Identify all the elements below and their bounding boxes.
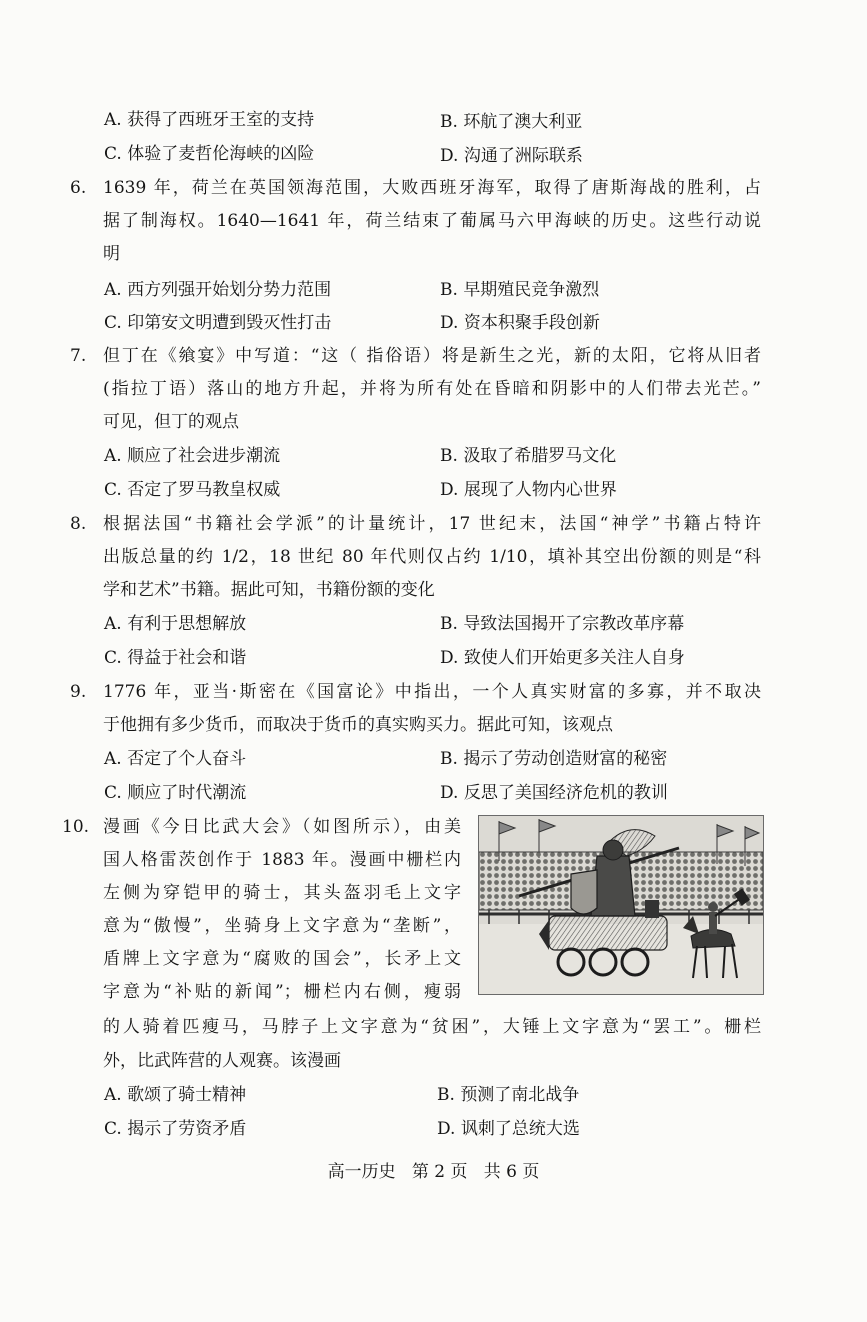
question-stem-line: 1776 年，亚当·斯密在《国富论》中指出，一个人真实财富的多寡，并不取决	[103, 682, 761, 702]
option-c	[104, 311, 331, 335]
prev-option-b	[440, 110, 582, 134]
option-text: 展现了人物内心世界	[463, 480, 617, 500]
option-c	[104, 1117, 246, 1141]
option-text: 有利于思想解放	[127, 614, 247, 634]
question-stem-line: 字意为“补贴的新闻”；栅栏内右侧，瘦弱	[103, 982, 461, 1002]
question-stem-line: 国人格雷茨创作于 1883 年。漫画中栅栏内	[103, 850, 461, 870]
question-stem-line: 1639 年，荷兰在英国领海范围，大败西班牙海军，取得了唐斯海战的胜利，占	[103, 178, 761, 198]
option-letter: B.	[437, 1085, 455, 1105]
option-letter: C.	[104, 648, 122, 668]
option-a	[104, 278, 331, 302]
option-a	[104, 444, 280, 468]
page-footer: 高一历史 第 2 页 共 6 页	[327, 1162, 540, 1182]
question-stem-line: 明	[103, 244, 120, 264]
option-text: 西方列强开始划分势力范围	[127, 280, 332, 300]
option-letter: A.	[104, 446, 122, 466]
option-letter: D.	[440, 146, 459, 166]
option-b	[437, 1083, 579, 1107]
prev-option-d	[440, 144, 583, 168]
question-number: 6.	[70, 178, 87, 198]
option-text: 环航了澳大利亚	[463, 112, 583, 132]
cartoon-drawing	[479, 816, 763, 994]
prev-option-c	[104, 142, 314, 166]
option-letter: D.	[440, 783, 459, 803]
question-stem-line: 根据法国“书籍社会学派”的计量统计，17 世纪末，法国“神学”书籍占特许	[103, 514, 761, 534]
option-d	[440, 478, 617, 502]
option-d	[440, 311, 600, 335]
option-text: 资本积聚手段创新	[463, 313, 600, 333]
option-letter: A.	[104, 614, 122, 634]
option-text: 早期殖民竞争激烈	[463, 280, 600, 300]
option-letter: C.	[104, 783, 122, 803]
option-text: 得益于社会和谐	[127, 648, 247, 668]
option-text: 导致法国揭开了宗教改革序幕	[463, 614, 685, 634]
option-letter: D.	[440, 648, 459, 668]
option-letter: A.	[104, 280, 122, 300]
option-text: 印第安文明遭到毁灭性打击	[127, 313, 332, 333]
option-b	[440, 444, 616, 468]
option-letter: D.	[437, 1119, 456, 1139]
option-a	[104, 1083, 246, 1107]
option-letter: A.	[104, 110, 122, 130]
option-text: 汲取了希腊罗马文化	[463, 446, 617, 466]
question-stem-line: 可见，但丁的观点	[103, 412, 239, 432]
option-d	[440, 781, 668, 805]
option-letter: A.	[104, 1085, 122, 1105]
question-stem-line: 于他拥有多少货币，而取决于货币的真实购买力。据此可知，该观点	[103, 715, 613, 735]
option-b	[440, 747, 667, 771]
question-number: 7.	[70, 346, 87, 366]
question-number: 10.	[62, 817, 90, 837]
prev-option-a	[104, 108, 314, 132]
option-d	[440, 646, 685, 670]
option-text: 顺应了时代潮流	[127, 783, 247, 803]
option-text: 体验了麦哲伦海峡的凶险	[127, 144, 315, 164]
option-letter: B.	[440, 280, 458, 300]
question-stem-line: 意为“傲慢”，坐骑身上文字意为“垄断”，	[103, 916, 461, 936]
question-stem-line: 漫画《今日比武大会》（如图所示），由美	[103, 817, 461, 837]
option-letter: D.	[440, 313, 459, 333]
option-c	[104, 478, 280, 502]
option-letter: D.	[440, 480, 459, 500]
option-a	[104, 747, 246, 771]
question-stem-line: 但丁在《飨宴》中写道：“这（ 指俗语）将是新生之光，新的太阳，它将从旧者	[103, 346, 761, 366]
cartoon-illustration	[478, 815, 764, 995]
question-stem-line: 的人骑着匹瘦马，马脖子上文字意为“贫困”，大锤上文字意为“罢工”。栅栏	[103, 1017, 761, 1037]
question-stem-line: 出版总量的约 1/2，18 世纪 80 年代则仅占约 1/10，填补其空出份额的则是“科	[103, 547, 761, 567]
question-number: 8.	[70, 514, 87, 534]
question-stem-line: 盾牌上文字意为“腐败的国会”，长矛上文	[103, 949, 461, 969]
question-stem-line: (指拉丁语）落山的地方升起，并将为所有处在昏暗和阴影中的人们带去光芒。”	[103, 379, 761, 399]
question-stem-line: 左侧为穿铠甲的骑士，其头盔羽毛上文字	[103, 883, 461, 903]
option-d	[437, 1117, 580, 1141]
question-stem-line: 外，比武阵营的人观赛。该漫画	[103, 1051, 341, 1071]
option-letter: B.	[440, 446, 458, 466]
option-letter: C.	[104, 1119, 122, 1139]
option-text: 讽刺了总统大选	[460, 1119, 580, 1139]
option-letter: A.	[104, 749, 122, 769]
option-text: 否定了个人奋斗	[127, 749, 247, 769]
option-c	[104, 646, 246, 670]
option-text: 揭示了劳动创造财富的秘密	[463, 749, 668, 769]
option-c	[104, 781, 246, 805]
option-letter: C.	[104, 480, 122, 500]
option-letter: B.	[440, 614, 458, 634]
option-letter: B.	[440, 112, 458, 132]
question-stem-line: 据了制海权。1640—1641 年，荷兰结束了葡属马六甲海峡的历史。这些行动说	[103, 211, 761, 231]
option-letter: C.	[104, 313, 122, 333]
option-text: 揭示了劳资矛盾	[127, 1119, 247, 1139]
option-a	[104, 612, 246, 636]
option-letter: C.	[104, 144, 122, 164]
option-text: 致使人们开始更多关注人自身	[463, 648, 685, 668]
option-text: 获得了西班牙王室的支持	[127, 110, 315, 130]
option-text: 歌颂了骑士精神	[127, 1085, 247, 1105]
option-letter: B.	[440, 749, 458, 769]
option-text: 否定了罗马教皇权威	[127, 480, 281, 500]
option-text: 沟通了洲际联系	[463, 146, 583, 166]
question-stem-line: 学和艺术”书籍。据此可知，书籍份额的变化	[103, 580, 435, 600]
question-number: 9.	[70, 682, 87, 702]
option-b	[440, 612, 684, 636]
option-b	[440, 278, 599, 302]
option-text: 顺应了社会进步潮流	[127, 446, 281, 466]
option-text: 反思了美国经济危机的教训	[463, 783, 668, 803]
option-text: 预测了南北战争	[460, 1085, 580, 1105]
